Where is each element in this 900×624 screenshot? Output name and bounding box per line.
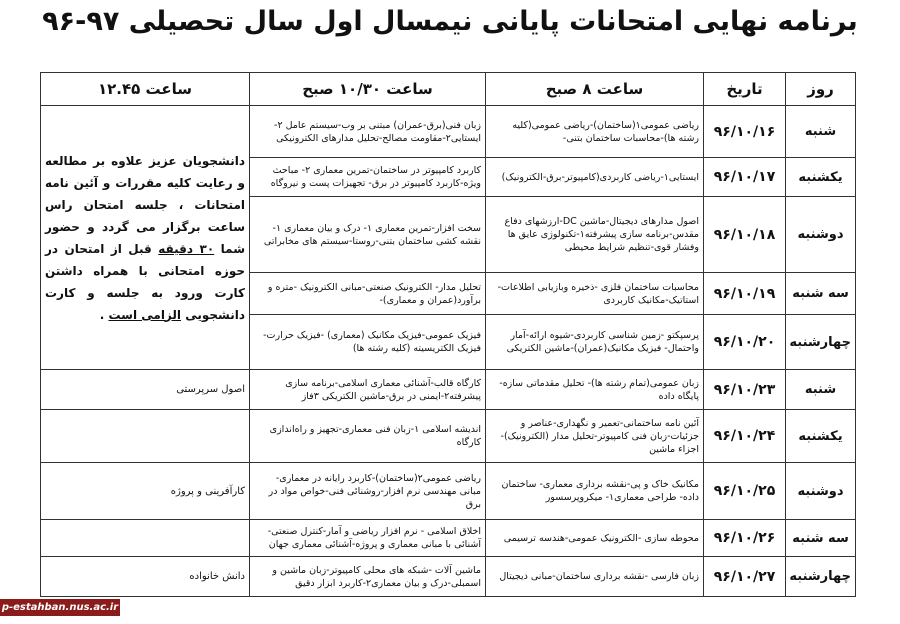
day-cell: شنبه [786,106,856,158]
exam-1245-cell: اصول سرپرستی [41,370,250,410]
table-header-row [41,73,856,106]
exam-1030-cell: زبان فنی(برق-عمران) مبتنی بر وب-سیستم عامل ۲-ایستایی۲-مقاومت مصالح-تحلیل مدارهای الکترونیکی [250,106,486,158]
exam-8am-cell: پرسپکتو -زمین شناسی کاربردی-شیوه ارائه-آمار واحتمال- فیزیک مکانیک(عمران)-ماشین الکتریکی [486,315,704,370]
date-cell: ۹۶/۱۰/۱۷ [704,158,786,197]
notice-emphasis-2: الزامی است [108,307,182,322]
exam-8am-cell: زبان فارسی -نقشه برداری ساختمان-مبانی دیجیتال [486,557,704,597]
table-row [41,463,856,520]
table-row [41,370,856,410]
exam-1030-cell: کاربرد کامپیوتر در ساختمان-تمرین معماری ۲- مباحث ویژه-کاربرد کامپیوتر در برق- تجهیزات پست و نیروگاه [250,158,486,197]
date-cell: ۹۶/۱۰/۲۷ [704,557,786,597]
exam-1245-cell: دانش خانواده [41,557,250,597]
exam-8am-cell: زبان عمومی(تمام رشته ها)- تحلیل مقدماتی سازه-پایگاه داده [486,370,704,410]
exam-8am-cell: محاسبات ساختمان فلزی -ذخیره وبازیابی اطلاعات-استاتیک-مکانیک کاربردی [486,273,704,315]
table-row [41,410,856,463]
header-1245: ساعت ۱۲.۴۵ [41,73,250,106]
notice-emphasis: ۳۰ دقیقه [158,241,215,256]
exam-1030-cell: فیزیک عمومی-فیزیک مکانیک (معماری) -فیزیک حرارت- فیزیک الکتریسیته (کلیه رشته ها) [250,315,486,370]
exam-8am-cell: اصول مدارهای دیجیتال-ماشین DC-ارزشهای دفاع مقدس-برنامه سازی پیشرفته۱-تکنولوژی عایق ها وفشار قوی-تنظیم شرایط محیطی [486,197,704,273]
day-cell: سه شنبه [786,273,856,315]
day-cell: شنبه [786,370,856,410]
date-cell: ۹۶/۱۰/۲۰ [704,315,786,370]
notice-end: . [99,307,109,322]
day-cell: چهارشنبه [786,557,856,597]
notice-text-2: قبل از امتحان در حوزه امتحانی با همراه داشتن کارت ورود به جلسه و کارت دانشجویی [45,241,245,322]
exam-8am-cell: محوطه سازی -الکترونیک عمومی-هندسه ترسیمی [486,520,704,557]
exam-8am-cell: آئین نامه ساختمانی-تعمیر و نگهداری-عناصر و جزئیات-زبان فنی کامپیوتر-تحلیل مدار (الکترونیک)-اجزاء ماشین [486,410,704,463]
date-cell: ۹۶/۱۰/۱۹ [704,273,786,315]
date-cell: ۹۶/۱۰/۱۸ [704,197,786,273]
date-cell: ۹۶/۱۰/۲۴ [704,410,786,463]
exam-1030-cell: سخت افزار-تمرین معماری ۱- درک و بیان معماری ۱-نقشه کشی ساختمان بتنی-روستا-سیستم های مخابراتی [250,197,486,273]
day-cell: دوشنبه [786,197,856,273]
date-cell: ۹۶/۱۰/۲۵ [704,463,786,520]
exam-1030-cell: ریاضی عمومی۲(ساختمان)-کاربرد رایانه در معماری- مبانی مهندسی نرم افزار-روشنائی فنی-خواص مواد در برق [250,463,486,520]
table-row [41,520,856,557]
exam-8am-cell: ایستایی۱-ریاضی کاربردی(کامپیوتر-برق-الکترونیک) [486,158,704,197]
day-cell: سه شنبه [786,520,856,557]
exam-8am-cell: مکانیک خاک و پی-نقشه برداری معماری- ساختمان داده- طراحی معماری۱- میکروپرسسور [486,463,704,520]
exam-1030-cell: اندیشه اسلامی ۱-زبان فنی معماری-تجهیز و راه‌اندازی کارگاه [250,410,486,463]
date-cell: ۹۶/۱۰/۲۳ [704,370,786,410]
exam-1245-cell: کارآفرینی و پروژه [41,463,250,520]
day-cell: یکشنبه [786,158,856,197]
day-cell: دوشنبه [786,463,856,520]
header-1030am: ساعت ۱۰/۳۰ صبح [250,73,486,106]
day-cell: یکشنبه [786,410,856,463]
exam-8am-cell: ریاضی عمومی۱(ساختمان)-ریاضی عمومی(کلیه رشته ها)-محاسبات ساختمان بتنی- [486,106,704,158]
notice-text: دانشجویان عزیز علاوه بر مطالعه و رعایت کلیه مقررات و آئین نامه امتحانات ، جلسه امتحان راس ساعت برگزار می گردد و حضور شما [45,153,245,256]
day-cell: چهارشنبه [786,315,856,370]
notice-cell [41,106,250,370]
exam-1030-cell: ماشین آلات -شبکه های محلی کامپیوتر-زبان ماشین و اسمبلی-درک و بیان معماری۲-کاربرد ابزار دقیق [250,557,486,597]
page-title: برنامه نهایی امتحانات پایانی نیمسال اول سال تحصیلی ۹۷-۹۶ [42,6,858,37]
header-day: روز [786,73,856,106]
exam-1030-cell: کارگاه قالب-آشنائی معماری اسلامی-برنامه سازی پیشرفته۲-ایمنی در برق-ماشین الکتریکی ۳فاز [250,370,486,410]
exam-1030-cell: اخلاق اسلامی - نرم افزار ریاضی و آمار-کنترل صنعتی- آشنائی با مبانی معماری و پروژه-آشنائی معماری جهان [250,520,486,557]
exam-1030-cell: تحلیل مدار- الکترونیک صنعتی-مبانی الکترونیک -متره و برآورد(عمران و معماری)- [250,273,486,315]
header-8am: ساعت ۸ صبح [486,73,704,106]
exam-schedule-table [40,72,856,597]
site-watermark: p-estahban.nus.ac.ir [0,599,120,616]
date-cell: ۹۶/۱۰/۱۶ [704,106,786,158]
date-cell: ۹۶/۱۰/۲۶ [704,520,786,557]
table-row [41,557,856,597]
table-row [41,106,856,158]
exam-1245-cell [41,410,250,463]
header-date: تاریخ [704,73,786,106]
exam-1245-cell [41,520,250,557]
